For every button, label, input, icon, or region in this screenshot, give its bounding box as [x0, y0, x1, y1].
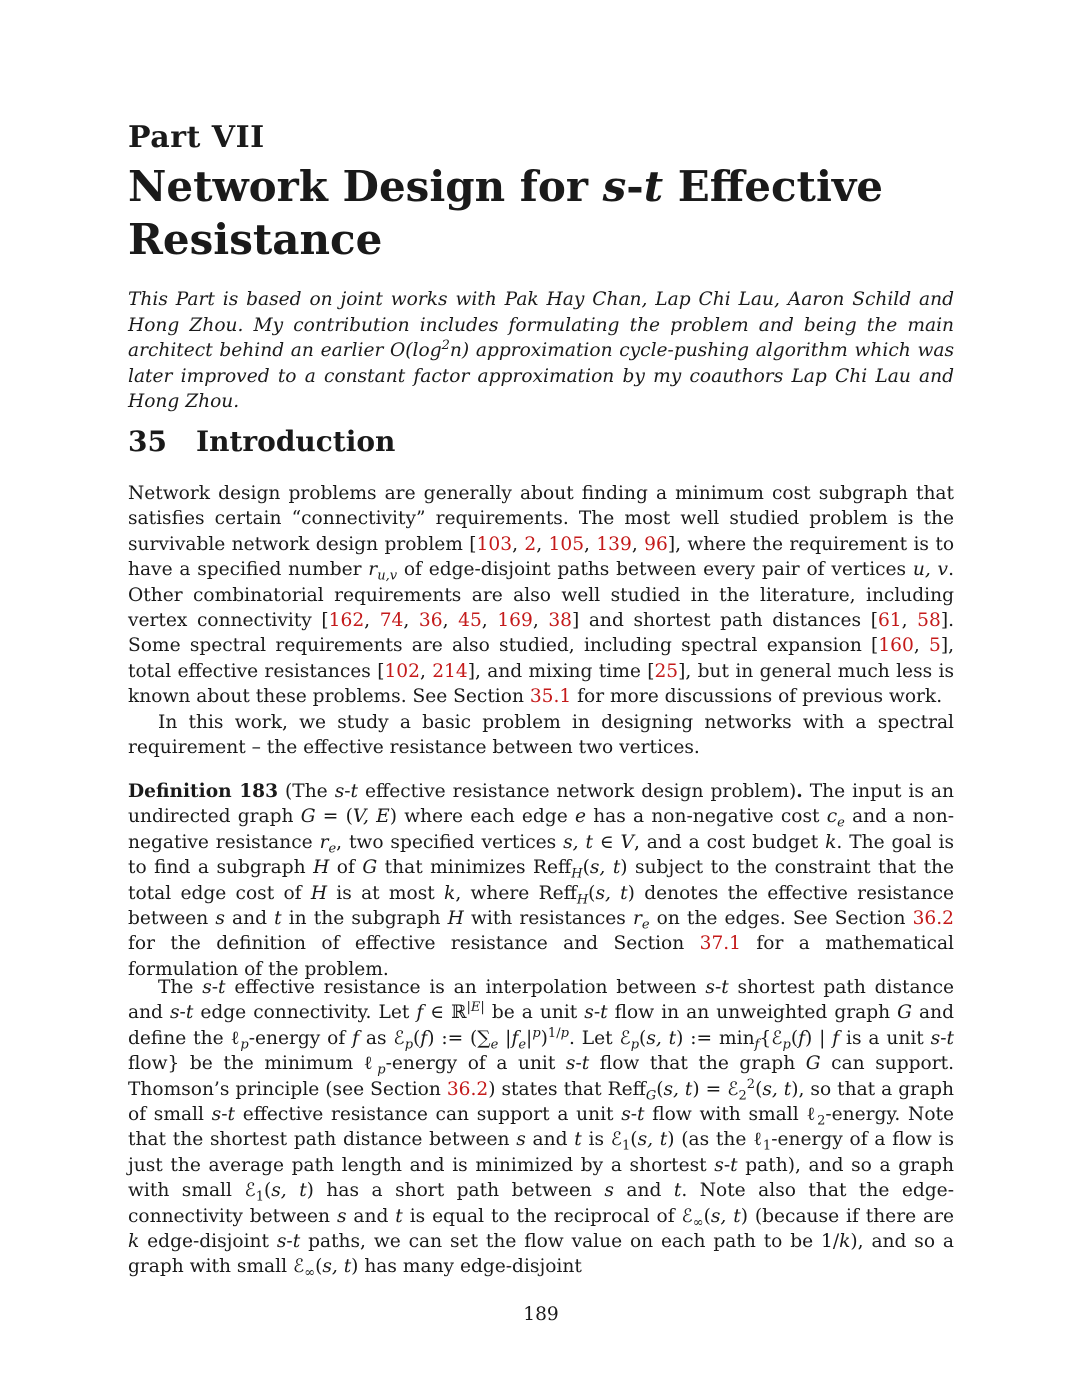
citation-link[interactable]: 5: [928, 635, 941, 657]
intro-paragraph-2: In this work, we study a basic problem in designing networks with a spectral requirement – the effective resistance between two vertices.: [128, 711, 954, 759]
citation-link[interactable]: 45: [458, 610, 482, 632]
citation-link[interactable]: 105: [548, 533, 585, 555]
section-link[interactable]: 37.1: [699, 933, 742, 955]
section-title: Introduction: [196, 425, 396, 458]
definition-label: Definition 183: [128, 781, 279, 802]
section-link[interactable]: 36.2: [912, 908, 954, 930]
citation-link[interactable]: 103: [476, 533, 513, 555]
citation-link[interactable]: 74: [379, 610, 404, 632]
definition-block: [128, 779, 954, 982]
section-heading: [128, 425, 395, 458]
citation-link[interactable]: 2: [524, 533, 537, 555]
section-link[interactable]: 35.1: [529, 686, 572, 708]
interpolation-paragraph: The s-t effective resistance is an interpolation between s-t shortest path distance and s-t edge connectivity. Let f ∈ ℝ$^{|E|}$ be a unit s-t flow in an unweighted graph G and define the ℓ$_p$-energy of f as ℰ$_p$(f) := ($\sum_e$ $|f_e|^p)^{1/p}$. Let ℰ$_p$(s, t) := $\min_f\{ℰ_p(f)$ | f is a unit s-t flow} be the minimum ℓ$_p$-energy of a unit s-t flow that the graph G can support. Thomson’s principle (see Section 36.2) states that Reff$_G$(s, t) = ℰ$_2^2$(s, t), so that a graph of small s-t effective resistance can support a unit s-t flow with small ℓ$_2$-energy. Note that the shortest path distance between s and t is ℰ$_1$(s, t) (as the ℓ$_1$-energy of a flow is just the average path length and is minimized by a shortest s-t path), and so a graph with small ℰ$_1$(s, t) has a short path between s and t. Note also that the edge-connectivity between s and t is equal to the reciprocal of ℰ$_\infty$(s, t) (because if there are k edge-disjoint s-t paths, we can set the flow value on each path to be 1/k), and so a graph with small ℰ$_\infty$(s, t) has many edge-disjoint: [128, 977, 954, 1282]
citation-link[interactable]: 25: [654, 660, 679, 682]
attribution-note: This Part is based on joint works with Pak Hay Chan, Lap Chi Lau, Aaron Schild and Hong Zhou. My contribution includes formulating the problem and being the main architect behind an earlier $O(\log^2n)$ approximation cycle-pushing algorithm which was later improved to a constant factor approximation by my coauthors Lap Chi Lau and Hong Zhou.: [128, 289, 954, 413]
citation-link[interactable]: 58: [917, 610, 941, 632]
part-title-line-2: Resistance: [128, 215, 383, 264]
citation-link[interactable]: 160: [878, 635, 914, 657]
citation-link[interactable]: 214: [432, 660, 468, 682]
citation-link[interactable]: 139: [596, 533, 632, 555]
body-paragraph-3: [128, 975, 954, 1280]
citation-link[interactable]: 96: [644, 533, 668, 555]
definition-183: Definition 183 (The s-t effective resistance network design problem). The input is an undirected graph G = (V, E) where each edge e has a non-negative cost $c_e$ and a non-negative resistance $r_e$, two specified vertices s, t ∈ V, and a cost budget k. The goal is to find a subgraph H of G that minimizes Reff$_H$(s, t) subject to the constraint that the total edge cost of H is at most k, where Reff$_H$(s, t) denotes the effective resistance between s and t in the subgraph H with resistances $r_e$ on the edges. See Section 36.2 for the definition of effective resistance and Section 37.1 for a mathematical formulation of the problem.: [128, 781, 955, 980]
intro-paragraphs: [128, 481, 954, 760]
part-title: [128, 160, 954, 266]
citation-link[interactable]: 61: [877, 610, 902, 632]
citation-link[interactable]: 162: [328, 610, 365, 632]
citation-link[interactable]: 36: [418, 610, 443, 632]
citation-link[interactable]: 38: [548, 610, 573, 632]
part-label: Part VII: [128, 120, 265, 155]
part-title-line-1: Network Design for s-t Effective: [128, 162, 884, 211]
section-link[interactable]: 36.2: [446, 1078, 489, 1100]
page-number: 189: [523, 1304, 559, 1325]
citation-link[interactable]: 169: [497, 610, 533, 632]
citation-link[interactable]: 102: [384, 660, 420, 682]
section-number: 35: [128, 425, 167, 458]
intro-paragraph-1: Network design problems are generally about finding a minimum cost subgraph that satisfies certain “connectivity” requirements. The most well studied problem is the survivable network design problem [103, 2, 105, 139, 96], where the requirement is to have a specified number $r_{u,v}$ of edge-disjoint paths between every pair of vertices u, v. Other combinatorial requirements are also well studied in the literature, including vertex connectivity [162, 74, 36, 45, 169, 38] and shortest path distances [61, 58]. Some spectral requirements are also studied, including spectral expansion [160, 5], total effective resistances [102, 214], and mixing time [25], but in general much less is known about these problems. See Section 35.1 for more discussions of previous work.: [128, 483, 955, 708]
